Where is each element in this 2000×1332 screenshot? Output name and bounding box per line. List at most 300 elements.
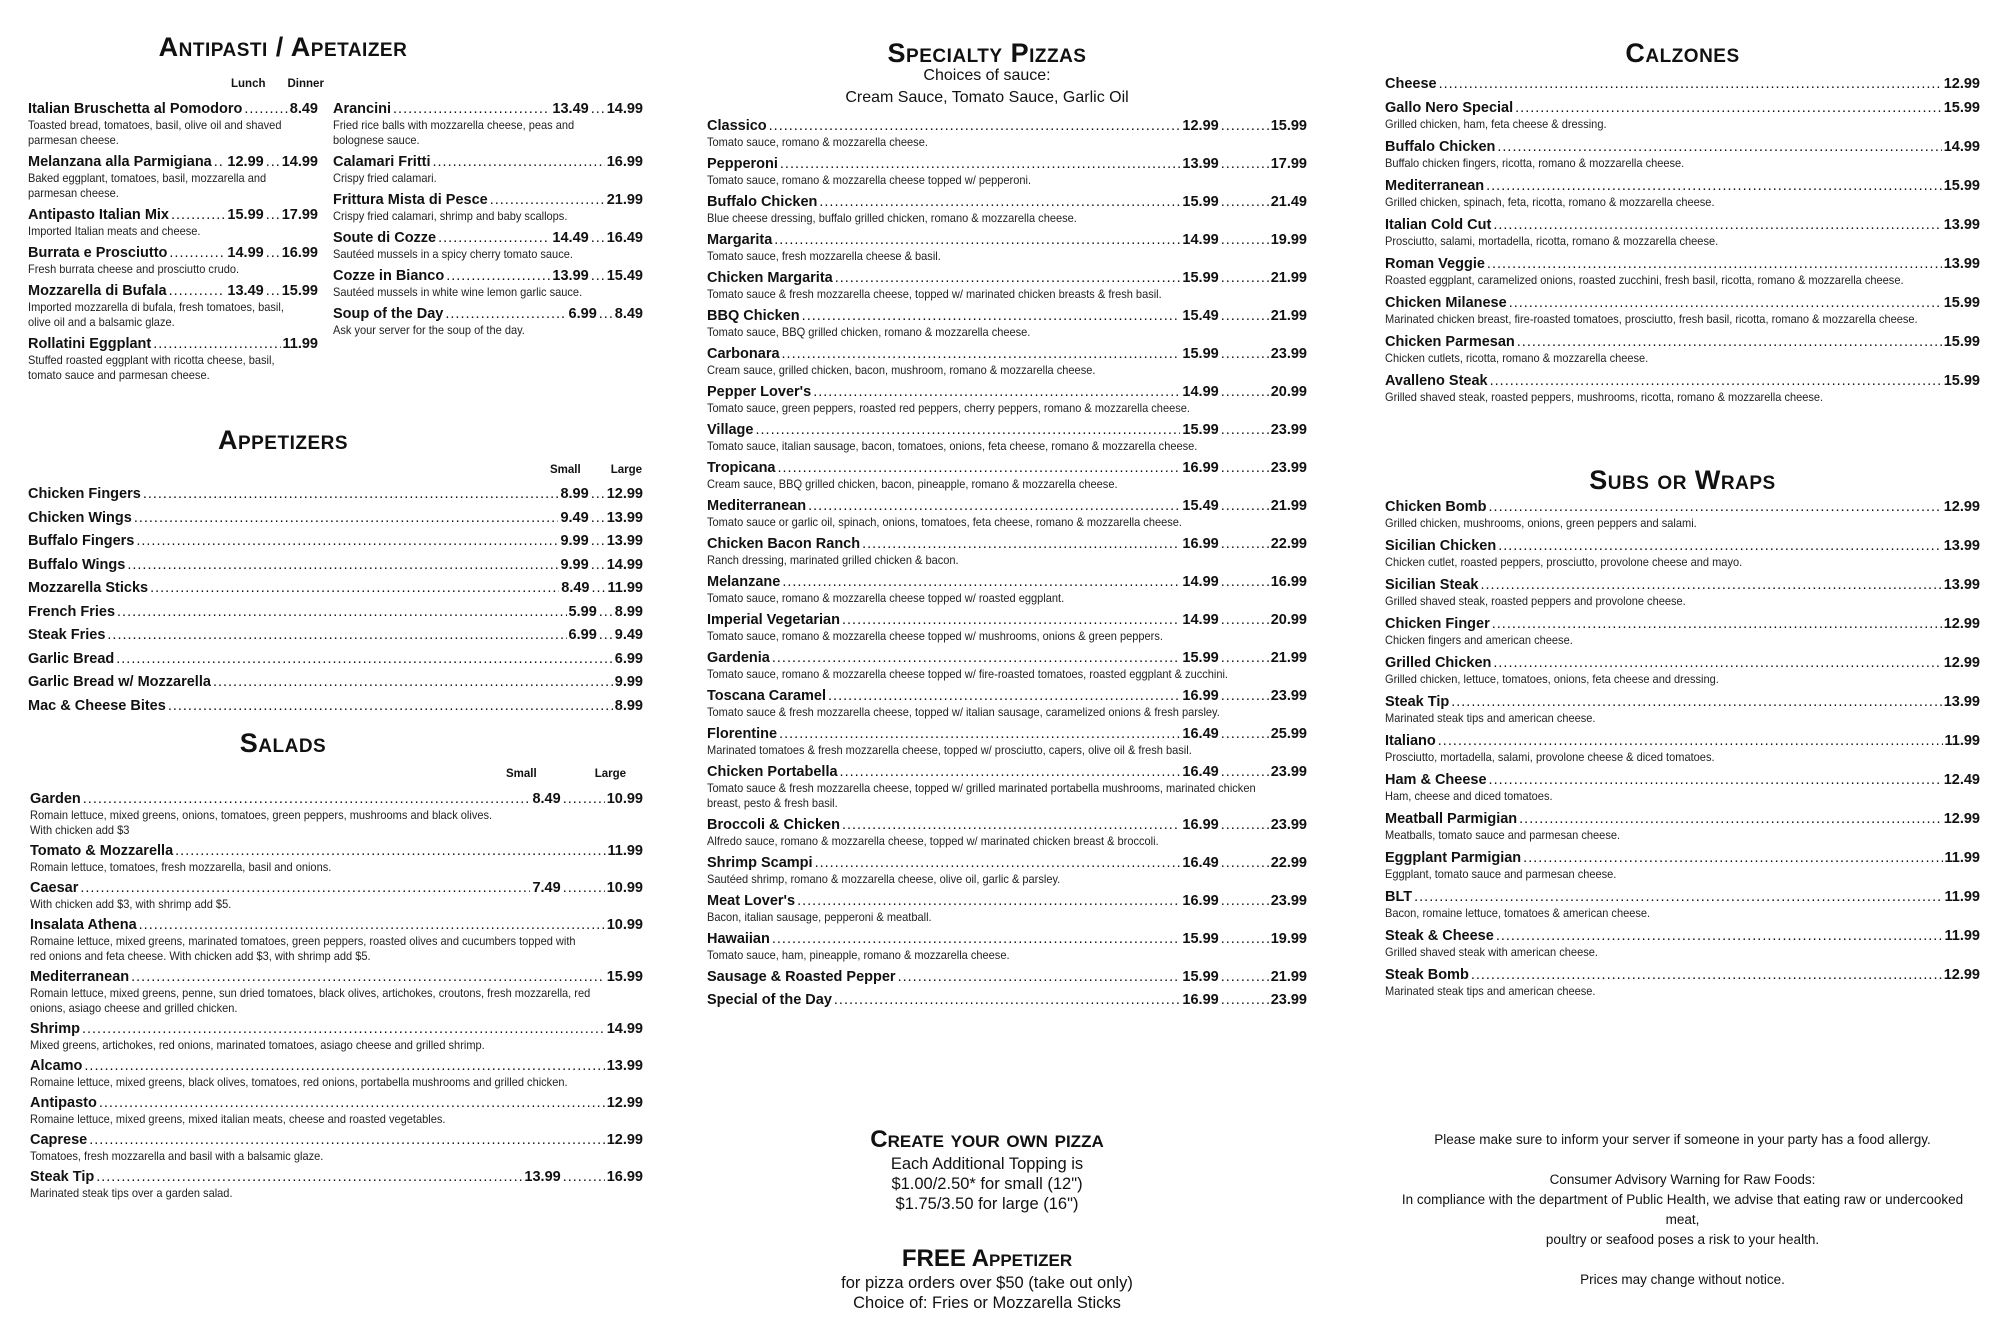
leader-dots — [83, 790, 531, 808]
item-name: Village — [707, 422, 754, 438]
menu-item — [30, 879, 643, 912]
item-description: Tomato sauce, fresh mozzarella cheese & basil. — [707, 249, 941, 263]
menu-item-row — [707, 816, 1307, 834]
item-price-1: 13.49 — [552, 101, 589, 117]
footer-notes — [1385, 1130, 1980, 1290]
leader-dots — [393, 100, 550, 118]
item-price-2: 19.99 — [1270, 232, 1307, 248]
leader-dots — [1221, 155, 1269, 173]
leader-dots — [1221, 535, 1269, 553]
item-price-2: 15.99 — [1270, 118, 1307, 134]
leader-dots — [1221, 421, 1269, 439]
leader-dots — [96, 1168, 522, 1186]
leader-dots — [802, 307, 1181, 325]
pizzas-sauce-label: Choices of sauce: — [923, 67, 1051, 84]
item-name: Arancini — [333, 101, 392, 117]
create-pizza-line1: Each Additional Topping is — [890, 1155, 1084, 1173]
leader-dots — [266, 282, 280, 300]
menu-item-row — [28, 282, 318, 300]
menu-item — [1385, 966, 1980, 999]
menu-item — [707, 573, 1307, 606]
leader-dots — [175, 842, 605, 860]
item-description: Baked eggplant, tomatoes, basil, mozzarella and parmesan cheese. — [28, 171, 267, 200]
menu-item — [707, 497, 1307, 530]
item-description: Fried rice balls with mozzarella cheese, peas and bolognese sauce. — [333, 118, 575, 147]
item-name: Chicken Margarita — [707, 270, 833, 286]
item-name: Mac & Cheese Bites — [28, 697, 166, 714]
leader-dots — [438, 229, 550, 247]
menu-item — [28, 697, 643, 715]
leader-dots — [862, 535, 1180, 553]
item-price: 11.99 — [1944, 850, 1980, 866]
leader-dots — [599, 626, 613, 644]
item-price-2: 16.99 — [1270, 574, 1307, 590]
menu-item-row — [707, 345, 1307, 363]
menu-item — [1385, 333, 1980, 366]
menu-item-row — [1385, 333, 1980, 351]
menu-item — [30, 1057, 643, 1090]
menu-item-row — [28, 206, 318, 224]
item-price-2: 11.99 — [607, 580, 643, 596]
item-name: Chicken Bomb — [1385, 499, 1487, 515]
item-description: Grilled shaved steak with american cheese. — [1385, 945, 1598, 959]
item-price-1: 13.99 — [1182, 156, 1219, 172]
menu-item-row — [28, 556, 643, 574]
menu-item — [333, 100, 643, 148]
menu-item — [1385, 99, 1980, 132]
advisory-title: Consumer Advisory Warning for Raw Foods: — [1549, 1172, 1816, 1187]
leader-dots — [591, 485, 605, 503]
item-name: Tropicana — [707, 460, 776, 476]
price-notice: Prices may change without notice. — [1580, 1272, 1785, 1287]
leader-dots — [1487, 255, 1942, 273]
menu-item-row — [30, 790, 643, 808]
item-price-1: 8.99 — [560, 486, 589, 502]
leader-dots — [1221, 231, 1269, 249]
item-price-2: 8.99 — [614, 603, 643, 620]
item-description: Blue cheese dressing, buffalo grilled chicken, romano & mozzarella cheese. — [707, 211, 1077, 225]
item-name: BBQ Chicken — [707, 308, 800, 324]
antipasti-list-right — [333, 100, 643, 343]
item-price-2: 8.49 — [614, 306, 643, 322]
item-price-2: 15.99 — [281, 283, 318, 299]
item-name: Chicken Parmesan — [1385, 334, 1515, 350]
item-name: Meatball Parmigian — [1385, 811, 1518, 827]
item-name: Broccoli & Chicken — [707, 817, 840, 833]
item-price-1: 14.99 — [227, 245, 264, 261]
pizzas-title: Specialty Pizzas — [887, 38, 1087, 68]
menu-item-row — [28, 697, 643, 715]
item-description: Romaine lettuce, mixed greens, marinated tomatoes, green peppers, roasted olives and cucumbers topped with red onions and feta cheese. With chicken add $3, with shrimp add $5. — [30, 934, 576, 963]
leader-dots — [84, 1057, 604, 1075]
leader-dots — [592, 579, 606, 597]
menu-item-row — [1385, 498, 1980, 516]
item-name: Caprese — [30, 1132, 88, 1148]
item-description: Tomato sauce, romano & mozzarella cheese topped w/ mushrooms, onions & green peppers. — [707, 629, 1163, 643]
item-description: Tomato sauce, romano & mozzarella cheese. — [707, 135, 928, 149]
menu-item-row — [707, 649, 1307, 667]
item-name: BLT — [1385, 889, 1413, 905]
item-name: Sicilian Chicken — [1385, 538, 1497, 554]
leader-dots — [842, 816, 1180, 834]
item-price: 13.99 — [1943, 694, 1980, 710]
item-name: Buffalo Fingers — [28, 533, 135, 549]
menu-item-row — [28, 244, 318, 262]
menu-item — [1385, 615, 1980, 648]
item-price-1: 14.99 — [1182, 232, 1219, 248]
item-description: Chicken cutlets, ricotta, romano & mozzarella cheese. — [1385, 351, 1649, 365]
item-name: Sicilian Steak — [1385, 577, 1479, 593]
item-name: Steak Tip — [30, 1169, 95, 1185]
item-name: Garlic Bread w/ Mozzarella — [28, 674, 211, 690]
item-name: Buffalo Chicken — [1385, 139, 1496, 155]
item-description: Tomato sauce, green peppers, roasted red peppers, cherry peppers, romano & mozzarella cheese. — [707, 401, 1190, 415]
item-price-2: 12.99 — [606, 1095, 643, 1111]
leader-dots — [1414, 888, 1942, 906]
leader-dots — [828, 687, 1180, 705]
menu-item-row — [333, 229, 643, 247]
item-price-2: 14.99 — [606, 556, 643, 573]
item-description: Toasted bread, tomatoes, basil, olive oil and shaved parmesan cheese. — [28, 118, 282, 147]
menu-item-row — [1385, 615, 1980, 633]
leader-dots — [815, 854, 1181, 872]
item-name: Mediterranean — [707, 498, 807, 514]
large-label: Large — [594, 768, 627, 780]
leader-dots — [1221, 117, 1269, 135]
menu-item — [28, 335, 318, 383]
item-name: Soute di Cozze — [333, 230, 437, 246]
item-description: Tomato sauce or garlic oil, spinach, onions, tomatoes, feta cheese, romano & mozzarella cheese. — [707, 515, 1182, 529]
leader-dots — [214, 153, 226, 171]
item-name: Italian Bruschetta al Pomodoro — [28, 101, 243, 117]
menu-item-row — [28, 335, 318, 353]
item-price-2: 9.49 — [614, 627, 643, 643]
menu-item — [707, 991, 1307, 1009]
leader-dots — [778, 459, 1181, 477]
menu-item — [28, 153, 318, 201]
item-price-2: 20.99 — [1270, 612, 1307, 628]
leader-dots — [591, 229, 605, 247]
item-price: 15.99 — [1943, 334, 1980, 350]
item-price-2: 23.99 — [1270, 992, 1307, 1008]
menu-item — [1385, 810, 1980, 843]
menu-item — [707, 611, 1307, 644]
leader-dots — [107, 626, 566, 644]
menu-item-row — [28, 579, 643, 597]
menu-item — [28, 579, 643, 597]
item-name: Chicken Fingers — [28, 486, 141, 502]
item-price-2: 14.99 — [606, 1021, 643, 1037]
item-price-2: 13.99 — [606, 533, 643, 549]
item-name: Florentine — [707, 726, 778, 742]
antipasti-list-left — [28, 100, 318, 388]
menu-item-row — [333, 305, 643, 323]
item-price-1: 16.99 — [1182, 536, 1219, 552]
leader-dots — [1221, 497, 1269, 515]
item-name: Cheese — [1385, 76, 1437, 92]
item-price-1: 9.49 — [560, 509, 589, 526]
leader-dots — [782, 573, 1180, 591]
leader-dots — [1489, 498, 1942, 516]
menu-item — [28, 485, 643, 503]
menu-item-row — [1385, 849, 1980, 867]
item-description: Bacon, romaine lettuce, tomatoes & american cheese. — [1385, 906, 1651, 920]
item-price-1: 15.99 — [227, 207, 264, 223]
menu-item — [707, 345, 1307, 378]
menu-item — [707, 383, 1307, 416]
item-name: Classico — [707, 118, 767, 134]
menu-item-row — [28, 509, 643, 527]
item-price-1: 16.99 — [1182, 893, 1219, 909]
appetizers-list — [28, 485, 643, 720]
item-price-1: 15.99 — [1182, 346, 1219, 362]
menu-item-row — [707, 421, 1307, 439]
item-price-1: 16.49 — [1182, 855, 1219, 871]
leader-dots — [591, 267, 605, 285]
item-price: 12.99 — [1943, 811, 1980, 827]
item-description: Bacon, italian sausage, pepperoni & meatball. — [707, 910, 932, 924]
leader-dots — [433, 153, 605, 171]
item-description: Tomato sauce & fresh mozzarella cheese, topped w/ italian sausage, caramelized onions & fresh parsley. — [707, 705, 1220, 719]
menu-item — [1385, 138, 1980, 171]
leader-dots — [446, 267, 550, 285]
menu-item-row — [28, 485, 643, 503]
advisory-line2: poultry or seafood poses a risk to your health. — [1545, 1232, 1820, 1247]
item-description: With chicken add $3, with shrimp add $5. — [30, 897, 232, 911]
item-description: Sautéed shrimp, romano & mozzarella cheese, olive oil, garlic & parsley. — [707, 872, 1061, 886]
item-price-2: 17.99 — [1270, 156, 1307, 172]
item-description: Eggplant, tomato sauce and parmesan cheese. — [1385, 867, 1617, 881]
menu-item-row — [28, 673, 643, 691]
item-name: Meat Lover's — [707, 893, 796, 909]
item-name: Shrimp — [30, 1021, 80, 1037]
item-price-1: 16.99 — [1182, 460, 1219, 476]
calzones-list — [1385, 75, 1980, 411]
item-description: Buffalo chicken fingers, ricotta, romano & mozzarella cheese. — [1385, 156, 1685, 170]
menu-item — [28, 509, 643, 527]
leader-dots — [834, 991, 1181, 1009]
leader-dots — [1221, 649, 1269, 667]
leader-dots — [127, 556, 558, 574]
item-name: Grilled Chicken — [1385, 655, 1492, 671]
item-price-1: 12.99 — [1182, 118, 1219, 134]
menu-item-row — [707, 725, 1307, 743]
item-name: Alcamo — [30, 1058, 83, 1074]
item-price-2: 17.99 — [281, 207, 318, 223]
item-description: Sautéed mussels in a spicy cherry tomato sauce. — [333, 247, 573, 261]
leader-dots — [266, 244, 280, 262]
item-price-2: 21.99 — [606, 192, 643, 208]
menu-item — [1385, 771, 1980, 804]
item-name: Antipasto — [30, 1095, 97, 1111]
item-description: Fresh burrata cheese and prosciutto crudo. — [28, 262, 240, 276]
menu-item — [1385, 216, 1980, 249]
item-price: 14.99 — [1943, 139, 1980, 155]
item-price-2: 23.99 — [1270, 817, 1307, 833]
leader-dots — [774, 231, 1180, 249]
lunch-label: Lunch — [231, 78, 266, 90]
item-description: Cream sauce, BBQ grilled chicken, bacon, pineapple, romano & mozzarella cheese. — [707, 477, 1118, 491]
leader-dots — [1221, 345, 1269, 363]
leader-dots — [780, 155, 1181, 173]
item-description: Alfredo sauce, romano & mozzarella cheese, topped w/ marinated chicken breast & broccoli. — [707, 834, 1159, 848]
menu-item-row — [707, 687, 1307, 705]
item-price-2: 23.99 — [1270, 893, 1307, 909]
menu-item — [28, 100, 318, 148]
menu-item-row — [1385, 810, 1980, 828]
leader-dots — [1519, 810, 1942, 828]
leader-dots — [1517, 333, 1942, 351]
item-name: Toscana Caramel — [707, 688, 827, 704]
item-price-1: 15.99 — [1182, 422, 1219, 438]
item-price-2: 14.99 — [281, 154, 318, 170]
item-price-1: 9.99 — [560, 533, 589, 549]
leader-dots — [1221, 816, 1269, 834]
menu-item-row — [28, 100, 318, 118]
menu-item-row — [30, 1057, 643, 1075]
leader-dots — [136, 532, 558, 550]
menu-item-row — [30, 879, 643, 897]
item-description: Prosciutto, salami, mortadella, ricotta, romano & mozzarella cheese. — [1385, 234, 1719, 248]
menu-item-row — [707, 193, 1307, 211]
menu-item — [707, 117, 1307, 150]
menu-item — [1385, 693, 1980, 726]
leader-dots — [244, 100, 287, 118]
item-price-2: 23.99 — [1270, 764, 1307, 780]
menu-item — [30, 916, 643, 964]
item-price-2: 9.99 — [614, 674, 643, 690]
item-price-1: 16.99 — [1182, 817, 1219, 833]
menu-item — [1385, 294, 1980, 327]
item-price-2: 6.99 — [614, 650, 643, 667]
menu-item — [707, 687, 1307, 720]
menu-item — [333, 305, 643, 338]
menu-item-row — [707, 573, 1307, 591]
leader-dots — [840, 763, 1181, 781]
item-price: 12.99 — [1943, 967, 1980, 983]
item-name: Buffalo Wings — [28, 556, 126, 573]
item-description: Chicken fingers and american cheese. — [1385, 633, 1573, 647]
small-label: Small — [506, 768, 537, 780]
menu-item — [30, 1131, 643, 1164]
item-price-1: 14.99 — [1182, 612, 1219, 628]
menu-item-row — [1385, 99, 1980, 117]
leader-dots — [842, 611, 1180, 629]
menu-item — [28, 244, 318, 277]
menu-item-row — [707, 930, 1307, 948]
leader-dots — [213, 673, 613, 691]
item-name: Imperial Vegetarian — [707, 612, 840, 628]
leader-dots — [80, 879, 530, 897]
leader-dots — [819, 193, 1180, 211]
item-name: Burrata e Prosciutto — [28, 245, 168, 261]
create-pizza-title: Create your own pizza — [870, 1126, 1104, 1153]
item-price-1: 16.99 — [1182, 992, 1219, 1008]
menu-item-row — [707, 155, 1307, 173]
menu-item-row — [1385, 255, 1980, 273]
menu-item-row — [707, 611, 1307, 629]
leader-dots — [1515, 99, 1942, 117]
item-price-1: 13.49 — [227, 283, 264, 299]
item-price-2: 13.99 — [606, 1058, 643, 1074]
leader-dots — [1493, 216, 1941, 234]
item-price-2: 21.49 — [1270, 194, 1307, 210]
item-description: Grilled chicken, lettuce, tomatoes, onions, feta cheese and dressing. — [1385, 672, 1719, 686]
leader-dots — [150, 579, 559, 597]
item-name: Frittura Mista di Pesce — [333, 192, 488, 208]
menu-item-row — [707, 497, 1307, 515]
item-price-1: 15.49 — [1182, 498, 1219, 514]
menu-item — [30, 842, 643, 875]
item-description: Marinated steak tips over a garden salad. — [30, 1186, 233, 1200]
subs-list — [1385, 498, 1980, 1005]
item-price-1: 8.49 — [561, 580, 590, 596]
leader-dots — [1221, 892, 1269, 910]
menu-item-row — [28, 650, 643, 668]
create-pizza-block — [687, 1126, 1287, 1214]
leader-dots — [1221, 854, 1269, 872]
leader-dots — [1486, 177, 1942, 195]
free-appetizer-line1: for pizza orders over $50 (take out only) — [841, 1274, 1133, 1292]
leader-dots — [1221, 930, 1269, 948]
item-price-2: 23.99 — [1270, 460, 1307, 476]
menu-item — [28, 603, 643, 621]
leader-dots — [1509, 294, 1942, 312]
menu-item — [28, 206, 318, 239]
menu-item — [1385, 255, 1980, 288]
item-description: Romain lettuce, mixed greens, penne, sun dried tomatoes, black olives, artichokes, croutons, fresh mozzarella, red onions, asiago cheese and grilled chicken. — [30, 986, 591, 1015]
leader-dots — [755, 421, 1180, 439]
item-name: Pepper Lover's — [707, 384, 812, 400]
item-description: Imported Italian meats and cheese. — [28, 224, 201, 238]
item-name: Mozzarella Sticks — [28, 580, 149, 596]
item-description: Ranch dressing, marinated grilled chicken & bacon. — [707, 553, 959, 567]
item-price-2: 19.99 — [1270, 931, 1307, 947]
leader-dots — [116, 650, 613, 668]
item-name: Melanzane — [707, 574, 781, 590]
item-description: Romaine lettuce, mixed greens, black olives, tomatoes, red onions, portabella mushrooms and grilled chicken. — [30, 1075, 568, 1089]
leader-dots — [1523, 849, 1942, 867]
item-name: Italiano — [1385, 733, 1436, 749]
menu-item — [1385, 732, 1980, 765]
salads-list — [30, 790, 643, 1205]
menu-item — [28, 282, 318, 330]
item-name: Mozzarella di Bufala — [28, 283, 167, 299]
item-description: Imported mozzarella di bufala, fresh tomatoes, basil, olive oil and a balsamic glaze. — [28, 300, 284, 329]
leader-dots — [599, 603, 613, 621]
item-price-2: 21.99 — [1270, 969, 1307, 985]
menu-item — [1385, 498, 1980, 531]
menu-item — [30, 1020, 643, 1053]
leader-dots — [1221, 573, 1269, 591]
menu-item-row — [707, 231, 1307, 249]
item-price-2: 16.49 — [606, 230, 643, 246]
item-description: Tomatoes, fresh mozzarella and basil with a balsamic glaze. — [30, 1149, 324, 1163]
menu-item — [707, 421, 1307, 454]
item-price: 15.99 — [1943, 100, 1980, 116]
item-price-1: 14.99 — [1182, 384, 1219, 400]
leader-dots — [99, 1094, 605, 1112]
menu-item-row — [30, 1020, 643, 1038]
item-description: Prosciutto, mortadella, salami, provolone cheese & diced tomatoes. — [1385, 750, 1715, 764]
menu-item-row — [707, 459, 1307, 477]
menu-item — [28, 556, 643, 574]
leader-dots — [599, 305, 613, 323]
leader-dots — [169, 282, 226, 300]
leader-dots — [898, 968, 1181, 986]
appetizers-col-headers — [550, 464, 642, 476]
menu-item — [28, 532, 643, 550]
